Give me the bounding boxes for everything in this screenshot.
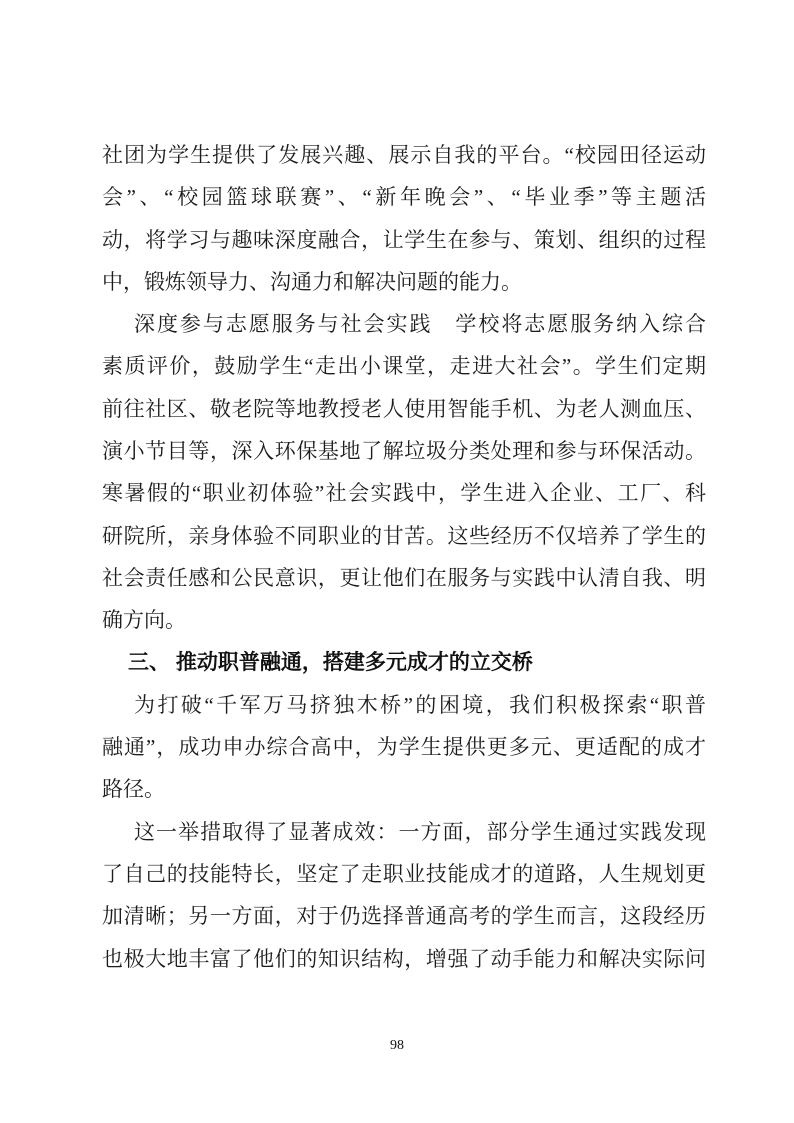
- text-line: 前往社区、敬老院等地教授老人使用智能手机、为老人测血压、: [102, 396, 706, 421]
- text-line: 这一举措取得了显著成效：一方面，部分学生通过实践发现: [134, 819, 706, 844]
- text-line: 也极大地丰富了他们的知识结构，增强了动手能力和解决实际问: [102, 946, 706, 971]
- text-line: 素质评价，鼓励学生“走出小课堂，走进大社会”。学生们定期: [102, 354, 706, 379]
- text-line: 了自己的技能特长，坚定了走职业技能成才的道路，人生规划更: [102, 862, 706, 887]
- text-line: 寒暑假的“职业初体验”社会实践中，学生进入企业、工厂、科: [102, 481, 706, 506]
- text-line: 中，锻炼领导力、沟通力和解决问题的能力。: [102, 269, 522, 294]
- text-line: 演小节目等，深入环保基地了解垃圾分类处理和参与环保活动。: [102, 439, 706, 464]
- text-line: 研院所，亲身体验不同职业的甘苦。这些经历不仅培养了学生的: [102, 523, 706, 548]
- text-line: 融通”，成功申办综合高中，为学生提供更多元、更适配的成才: [102, 735, 706, 760]
- text-line: 加清晰；另一方面，对于仍选择普通高考的学生而言，这段经历: [102, 904, 706, 929]
- text-line: 社会责任感和公民意识，更让他们在服务与实践中认清自我、明: [102, 565, 706, 590]
- page-number: 98: [390, 1038, 404, 1053]
- text-line: 为打破“千军万马挤独木桥”的困境，我们积极探索“职普: [134, 692, 706, 717]
- text-line: 社团为学生提供了发展兴趣、展示自我的平台。“校园田径运动: [102, 143, 706, 167]
- text-line: 会”、“校园篮球联赛”、“新年晚会”、“毕业季”等主题活: [102, 185, 706, 210]
- section-heading: 三、 推动职普融通，搭建多元成才的立交桥: [128, 650, 533, 674]
- text-line: 动，将学习与趣味深度融合，让学生在参与、策划、组织的过程: [102, 227, 706, 252]
- page-body-text: [102, 134, 706, 980]
- text-line: 路径。: [102, 777, 165, 802]
- text-line: 确方向。: [102, 608, 186, 633]
- text-line: 深度参与志愿服务与社会实践 学校将志愿服务纳入综合: [134, 312, 706, 337]
